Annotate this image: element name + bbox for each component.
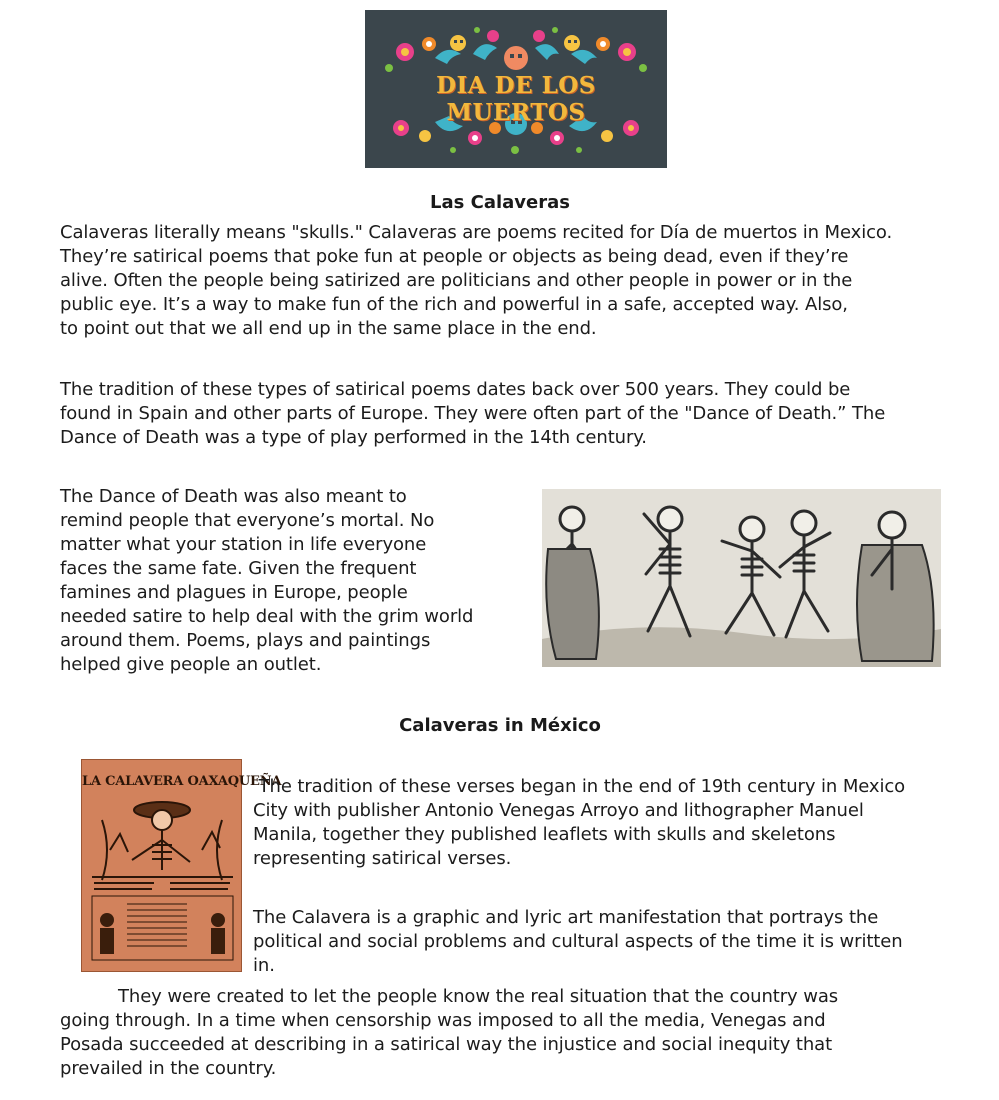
text-line: public eye. It’s a way to make fun of the rich and powerful in a safe, accepted way. Also, (60, 294, 848, 315)
text-line: The tradition of these verses began in the end of 19th century in Mexico (253, 776, 906, 797)
dance-of-death-image (542, 489, 941, 667)
paragraph-tradition-origin-mexico (253, 775, 905, 871)
banner-title: DIA DE LOS MUERTOS (436, 72, 596, 126)
poster-title: LA CALAVERA OAXAQUEÑA (82, 774, 282, 789)
text-line: faces the same fate. Given the frequent (60, 558, 417, 579)
text-line: The tradition of these types of satirical poems dates back over 500 years. They could be (60, 379, 851, 400)
text-line: Manila, together they published leaflets with skulls and skeletons (253, 824, 836, 845)
text-line: needed satire to help deal with the grim world (60, 606, 474, 627)
dancing-skeletons-icon (542, 489, 941, 667)
text-line: matter what your station in life everyone (60, 534, 427, 555)
text-line: political and social problems and cultural aspects of the time it is written (253, 931, 903, 952)
text-line: City with publisher Antonio Venegas Arroyo and lithographer Manuel (253, 800, 864, 821)
text-line: helped give people an outlet. (60, 654, 322, 675)
paragraph-censorship (60, 985, 838, 1081)
dia-de-los-muertos-banner (365, 10, 667, 168)
text-line: They were created to let the people know the real situation that the country was (118, 986, 839, 1007)
text-line: to point out that we all end up in the same place in the end. (60, 318, 597, 339)
text-line: going through. In a time when censorship was imposed to all the media, Venegas and (60, 1010, 826, 1031)
paragraph-calaveras-meaning (60, 221, 892, 341)
text-line: remind people that everyone’s mortal. No (60, 510, 435, 531)
paragraph-calavera-art-manifestation (253, 906, 903, 978)
text-line: The Dance of Death was also meant to (60, 486, 407, 507)
text-line: around them. Poems, plays and paintings (60, 630, 431, 651)
text-line: They’re satirical poems that poke fun at people or objects as being dead, even if they’re (60, 246, 849, 267)
text-line: The Calavera is a graphic and lyric art manifestation that portrays the (253, 907, 879, 928)
section-heading-calaveras-in-mexico: Calaveras in México (399, 715, 601, 736)
text-line: alive. Often the people being satirized are politicians and other people in power or in the (60, 270, 853, 291)
text-line: Posada succeeded at describing in a satirical way the injustice and social inequity that (60, 1034, 833, 1055)
text-line: found in Spain and other parts of Europe. They were often part of the "Dance of Death.” The (60, 403, 886, 424)
text-line: Dance of Death was a type of play performed in the 14th century. (60, 427, 647, 448)
paragraph-tradition-history (60, 378, 885, 450)
text-line: prevailed in the country. (60, 1058, 277, 1079)
paragraph-dance-of-death (60, 485, 473, 677)
text-line: Calaveras literally means "skulls." Calaveras are poems recited for Día de muertos in Mexico. (60, 222, 893, 243)
text-line: famines and plagues in Europe, people (60, 582, 408, 603)
text-line: representing satirical verses. (253, 848, 512, 869)
section-heading-las-calaveras: Las Calaveras (430, 192, 570, 213)
text-line: in. (253, 955, 275, 976)
